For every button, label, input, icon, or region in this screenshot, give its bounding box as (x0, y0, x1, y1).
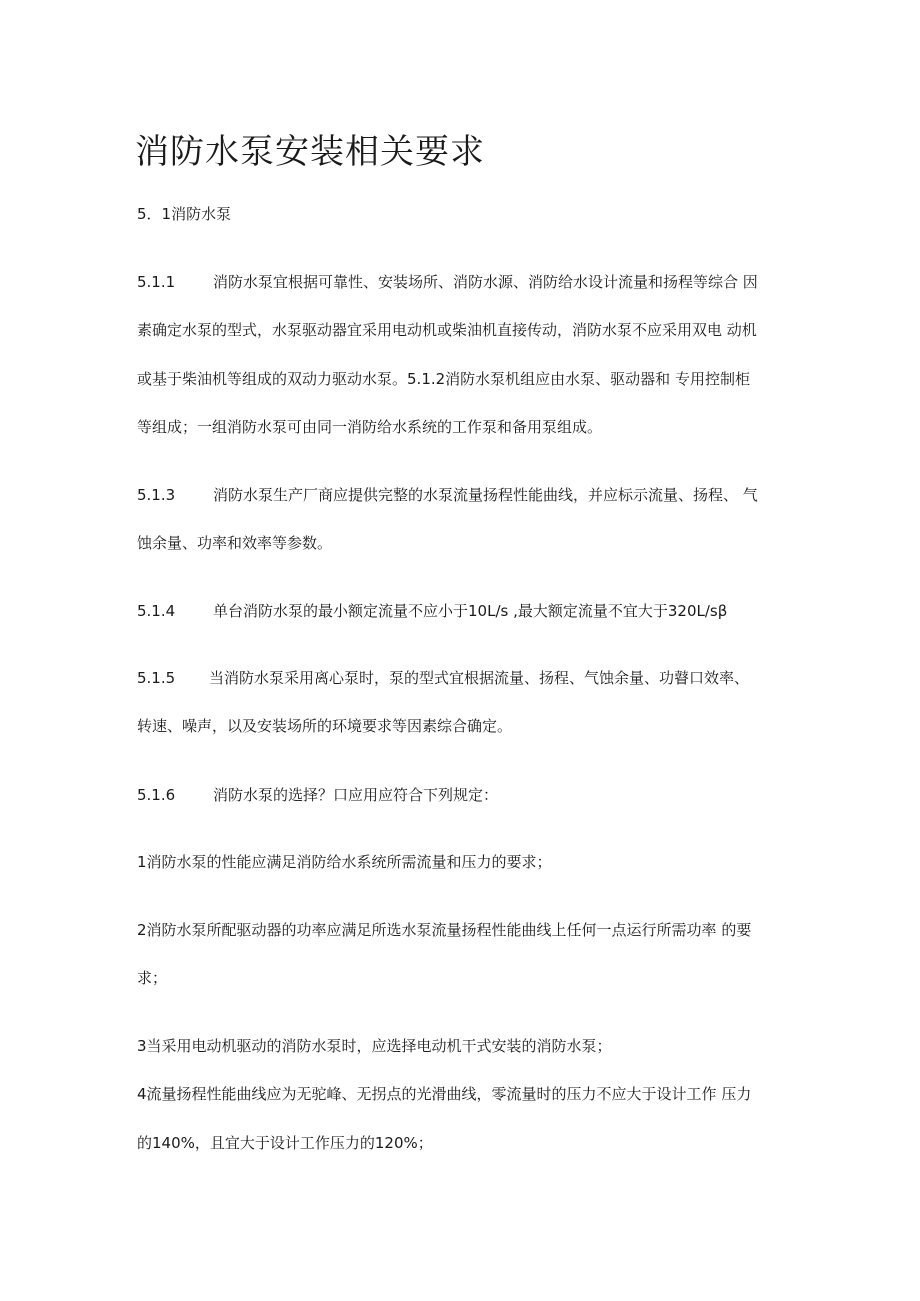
clause-number: 5.1.6 (137, 786, 176, 804)
clause-number: 5.1.4 (137, 602, 176, 620)
clause-5-1-5-line-2: 转速、噪声，以及安装场所的环境要求等因素综合确定。 (137, 717, 513, 735)
clause-text: 消防水泵的选择？口应用应符合下列规定： (213, 786, 499, 804)
clause-text: 消防水泵宜根据可靠性、安装场所、消防水源、消防给水设计流量和扬程等综合 因 (213, 273, 758, 291)
list-item-3: 3当采用电动机驱动的消防水泵时，应选择电动机干式安装的消防水泵； (137, 1037, 612, 1055)
clause-number: 5.1.3 (137, 486, 176, 504)
clause-text: 单台消防水泵的最小额定流量不应小于10L∕s ,最大额定流量不宜大于320L∕sβ (213, 602, 728, 620)
list-item-2-line-1: 2消防水泵所配驱动器的功率应满足所选水泵流量扬程性能曲线上任何一点运行所需功率 的要 (137, 921, 752, 939)
clause-number: 5.1.1 (137, 273, 176, 291)
clause-text: 消防水泵生产厂商应提供完整的水泵流量扬程性能曲线，并应标示流量、扬程、 气 (213, 486, 758, 504)
clause-5-1-1-line-3: 或基于柴油机等组成的双动力驱动水泵。5.1.2消防水泵机组应由水泵、驱动器和 专用控制柜 (137, 370, 750, 388)
section-heading: 5．1消防水泵 (137, 205, 232, 223)
list-item-4-line-1: 4流量扬程性能曲线应为无驼峰、无拐点的光滑曲线，零流量时的压力不应大于设计工作 压力 (137, 1085, 752, 1103)
clause-number: 5.1.5 (137, 669, 176, 687)
clause-5-1-1-line-2: 素确定水泵的型式，水泵驱动器宜采用电动机或柴油机直接传动，消防水泵不应采用双电 动机 (137, 321, 757, 339)
clause-5-1-3-line-1 (137, 485, 758, 505)
clause-5-1-1-line-1 (137, 272, 758, 292)
list-item-4-line-2: 的140%，且宜大于设计工作压力的120%； (137, 1134, 433, 1152)
clause-5-1-5-line-1 (137, 668, 749, 688)
clause-text: 当消防水泵采用离心泵时，泵的型式宜根据流量、扬程、气蚀余量、功瞽口效率、 (209, 669, 750, 687)
clause-5-1-3-line-2: 蚀余量、功率和效率等参数。 (137, 534, 333, 552)
list-item-1: 1消防水泵的性能应满足消防给水系统所需流量和压力的要求； (137, 853, 552, 871)
clause-5-1-1-line-4: 等组成；一组消防水泵可由同一消防给水系统的工作泵和备用泵组成。 (137, 418, 603, 436)
document-title: 消防水泵安装相关要求 (135, 132, 485, 172)
list-item-2-line-2: 求； (137, 969, 168, 987)
clause-5-1-6-line-1 (137, 785, 498, 805)
clause-5-1-4-line-1 (137, 601, 727, 621)
